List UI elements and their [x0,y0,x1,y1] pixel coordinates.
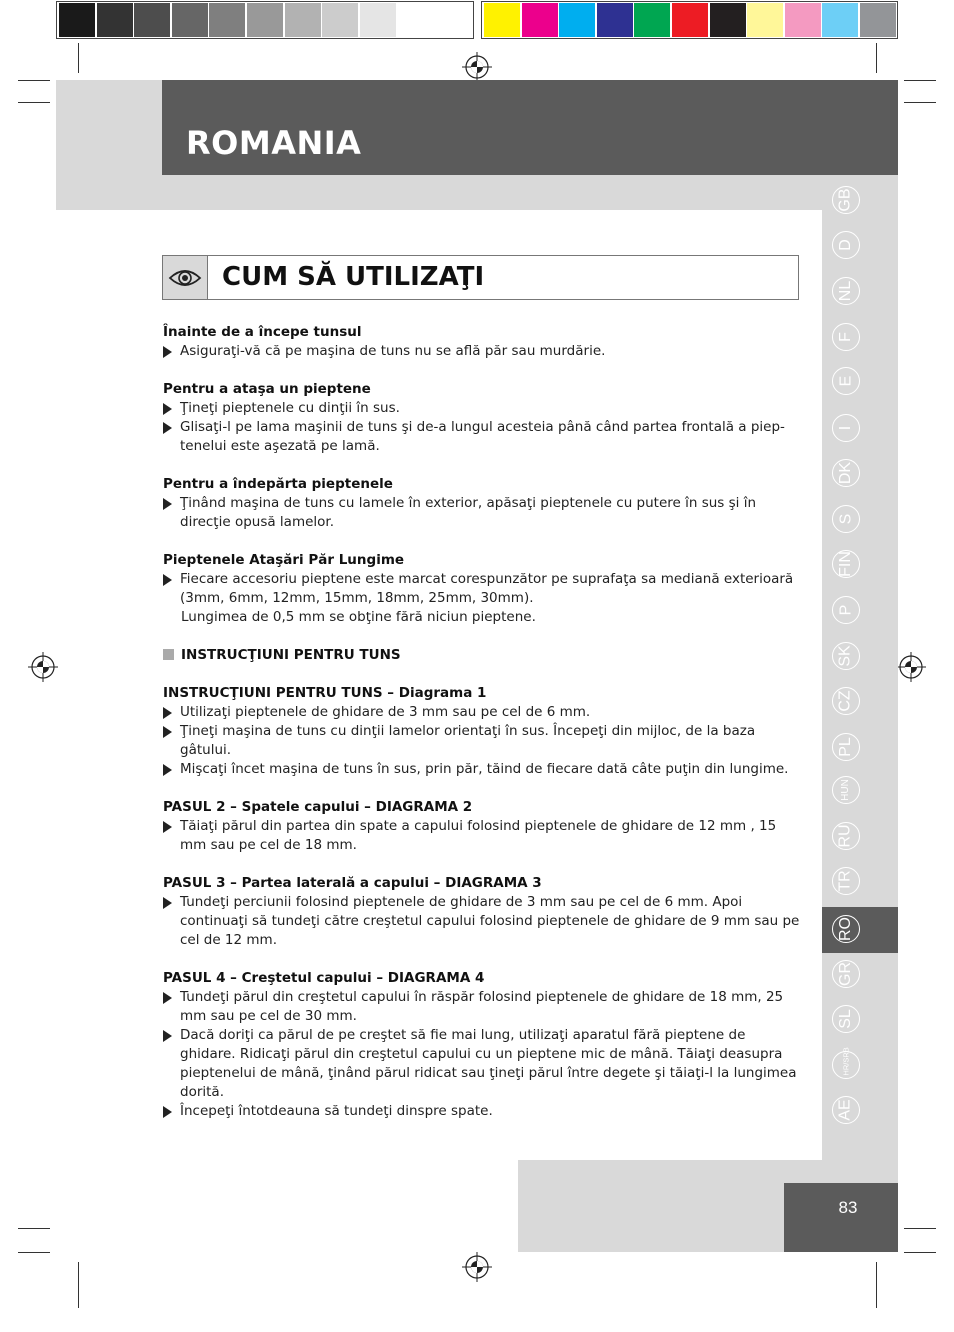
language-code: PL [836,737,854,757]
subheading: INSTRUCŢIUNI PENTRU TUNS – Diagrama 1 [163,685,487,701]
language-tab-ro[interactable] [832,915,860,943]
language-code: RO [837,917,854,941]
subheading: Înainte de a începe tunsul [163,324,362,340]
language-tab-fin[interactable] [832,550,860,578]
language-code: RU [836,824,854,848]
language-tab-ru[interactable] [832,822,860,850]
language-code: S [836,513,854,525]
language-code: HR/SRB [841,1047,851,1076]
language-code: SK [837,645,854,667]
language-code: AE [837,1099,854,1121]
color-swatch [672,3,708,37]
language-code: GB [837,188,854,212]
color-swatch [522,3,558,37]
language-tab-hr-srb[interactable] [832,1047,860,1079]
instructions-heading [163,646,803,665]
bullet-item: Ţineţi maşina de tuns cu dinţii lamelor orientaţi în sus. Începeţi din mijloc, de la baza gâtului. [163,722,803,760]
bullet-item: Ţinând maşina de tuns cu lamele în exterior, apăsaţi pieptenele cu putere în sus şi în direcţie opusă lamelor. [163,494,803,532]
bullet-item: Utilizaţi pieptenele de ghidare de 3 mm sau pe cel de 6 mm. [163,703,803,722]
language-tab-dk[interactable] [832,459,860,487]
instructions-content [163,323,803,1121]
bullet-item: Asiguraţi-vă că pe maşina de tuns nu se află păr sau murdărie. [163,342,803,361]
language-code: F [837,332,854,342]
page-number: 83 [838,1198,858,1217]
language-tab-i[interactable] [832,414,860,442]
registration-mark-icon [462,52,492,82]
grey-swatch [397,3,433,37]
grey-swatch [97,3,133,37]
language-tab-pl[interactable] [832,733,860,761]
grey-swatch [322,3,358,37]
grey-swatch [134,3,170,37]
color-swatch [785,3,821,37]
note-text: Lungimea de 0,5 mm se obţine fără niciun pieptene. [181,609,536,625]
subheading: PASUL 2 – Spatele capului – DIAGRAMA 2 [163,799,473,815]
subheading: Pieptenele Ataşări Păr Lungime [163,552,405,568]
language-code: E [836,375,854,387]
language-tab-ae[interactable] [832,1096,860,1124]
registration-mark-icon [28,652,58,682]
color-swatch [559,3,595,37]
language-tab-f[interactable] [832,323,860,351]
grey-swatch [285,3,321,37]
bullet-item: Fiecare accesoriu pieptene este marcat corespunzător pe suprafaţa sa mediană exterioară (3mm, 6mm, 12mm, 15mm, 18mm, 25mm, 30mm). [163,570,803,608]
language-tab-tr[interactable] [832,867,860,895]
language-tab-hun[interactable] [832,776,860,804]
bullet-item: Începeţi întotdeauna să tundeţi dinspre spate. [163,1102,803,1121]
language-tab-e[interactable] [832,367,860,395]
language-tab-p[interactable] [832,596,860,624]
color-swatch [634,3,670,37]
bullet-item: Tăiaţi părul din partea din spate a capului folosind pieptenele de ghidare de 12 mm , 15 mm sau pe cel de 18 mm. [163,817,803,855]
language-tab-nl[interactable] [832,277,860,305]
color-swatch [747,3,783,37]
subheading: Pentru a ataşa un pieptene [163,381,371,397]
bullet-item: Tundeţi părul din creştetul capului în răspăr folosind pieptenele de ghidare de 18 mm, 25 mm sau pe cel de 30 mm. [163,988,803,1026]
language-tab-sl[interactable] [832,1005,860,1033]
subheading: Pentru a îndepărta pieptenele [163,476,393,492]
language-tab-sk[interactable] [832,642,860,670]
registration-mark-icon [462,1252,492,1282]
bullet-item: Glisaţi-l pe lama maşinii de tuns şi de-a lungul acesteia până când partea frontală a piep-tenelui este aşezată pe lamă. [163,418,803,456]
grey-swatch [59,3,95,37]
subheading: PASUL 3 – Partea laterală a capului – DIAGRAMA 3 [163,875,542,891]
grey-swatch [360,3,396,37]
language-code: NL [836,280,854,302]
color-swatch [597,3,633,37]
section-title: CUM SĂ UTILIZAŢI [222,262,485,292]
color-swatch [822,3,858,37]
language-tab-s[interactable] [832,505,860,533]
language-tab-d[interactable] [832,231,860,259]
bullet-item: Dacă doriţi ca părul de pe creştet să fie mai lung, utilizaţi aparatul fără pieptene de ghidare. Ridicaţi părul din creştetul capului cu un pieptene mic de mână. Tăiaţi deasupra pieptenelui de mână, ţinând părul ridicat sau ţineţi părul între degete şi tăiaţi-l la lungimea dorită. [163,1026,803,1102]
registration-mark-icon [896,652,926,682]
language-code: D [837,239,854,251]
language-code: P [836,604,854,616]
language-code: DK [836,461,854,485]
country-title: ROMANIA [186,124,362,162]
language-code: GR [837,962,854,986]
language-code: CZ [836,690,854,712]
eye-icon [168,267,202,289]
square-bullet-icon [163,649,174,660]
color-swatch [710,3,746,37]
bullet-item: Mişcaţi încet maşina de tuns în sus, prin păr, tăind de fiecare dată câte puţin din lungime. [163,760,803,779]
instructions-heading-text: INSTRUCŢIUNI PENTRU TUNS [181,647,401,663]
language-code: HUN [839,779,851,801]
color-swatch [484,3,520,37]
language-code: TR [836,870,854,892]
grey-swatch [172,3,208,37]
language-tab-cz[interactable] [832,687,860,715]
bullet-item: Ţineţi pieptenele cu dinţii în sus. [163,399,803,418]
section-icon-cell [162,255,208,300]
grey-swatch [209,3,245,37]
language-code: FIN [837,551,854,577]
language-code: SL [836,1009,854,1029]
subheading: PASUL 4 – Creştetul capului – DIAGRAMA 4 [163,970,485,986]
bullet-item: Tundeţi perciunii folosind pieptenele de ghidare de 3 mm sau pe cel de 6 mm. Apoi continuaţi să tundeţi către creştetul capului folosind pieptenele de ghidare de 9 mm sau pe cel de 12 mm. [163,893,803,950]
language-tab-gb[interactable] [832,186,860,214]
language-tab-gr[interactable] [832,960,860,988]
language-code: I [836,425,854,431]
grey-swatch [247,3,283,37]
color-swatch [860,3,896,37]
